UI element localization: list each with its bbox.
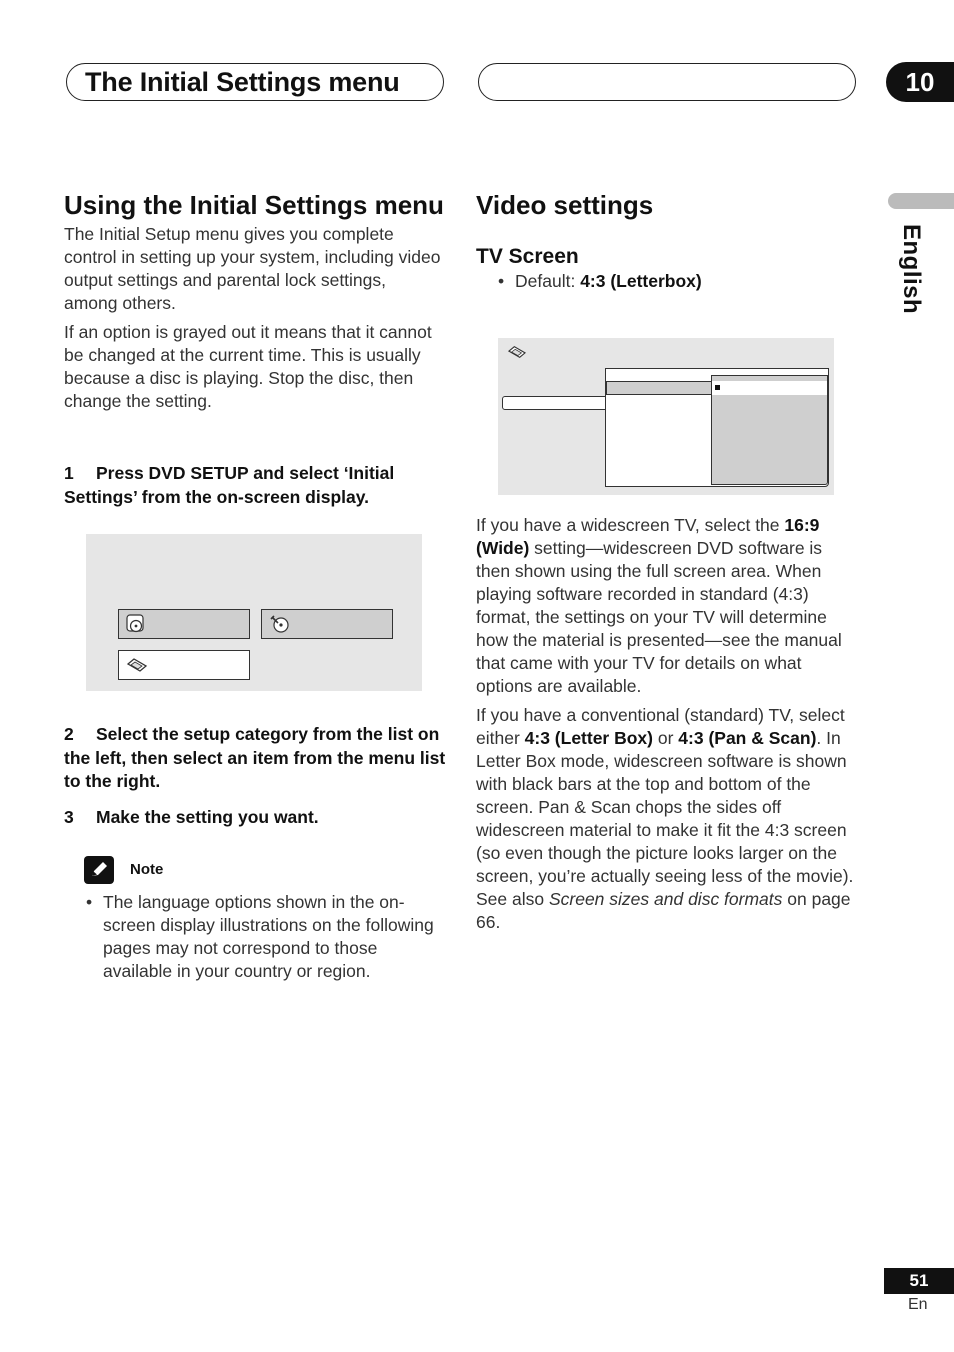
tv-screen-heading: TV Screen xyxy=(476,245,579,268)
right-para-2-a: If you have a conventional (standard) TV, select either xyxy=(476,705,845,748)
step-2-text: Select the setup category from the list on the left, then select an item from the menu list to the right. xyxy=(64,724,446,791)
category-item-selected[interactable] xyxy=(606,381,712,395)
pencil-note-icon xyxy=(84,856,114,884)
disc-settings-icon xyxy=(268,613,292,635)
left-para-2: If an option is grayed out it means that it cannot be changed at the current time. This is usually because a disc is playing. Stop the disc, then change the setting. xyxy=(64,322,432,411)
default-value: 4:3 (Letterbox) xyxy=(580,271,702,291)
step-1 xyxy=(64,462,444,509)
right-para-2-b: 4:3 (Letter Box) xyxy=(524,728,653,748)
right-column-top xyxy=(476,189,856,293)
right-para-2-g: on page 66. xyxy=(476,889,851,932)
option-item-selected[interactable] xyxy=(712,381,827,395)
side-tab-bar xyxy=(888,193,954,209)
video-settings-screen xyxy=(498,338,834,495)
right-para-1-c: setting—widescreen DVD software is then shown using the full screen area. When playing software recorded in standard (4:3) format, the settings on your TV will determine how the material is presented—see the manual that came with your TV for details on what options are available. xyxy=(476,538,842,696)
page-number: 51 xyxy=(884,1268,954,1294)
default-line: • Default: 4:3 (Letterbox) xyxy=(498,271,702,291)
menu-button-disc[interactable] xyxy=(118,609,250,639)
step-3-text: Make the setting you want. xyxy=(96,807,319,827)
note-body xyxy=(86,891,436,983)
chapter-badge: 10 xyxy=(886,62,954,102)
tape-icon xyxy=(125,656,149,674)
step-3-number: 3 xyxy=(64,807,74,827)
left-heading: Using the Initial Settings menu xyxy=(64,190,444,220)
cross-reference-link[interactable]: Screen sizes and disc formats xyxy=(548,889,783,909)
step-3 xyxy=(64,806,444,830)
default-label: Default: xyxy=(515,271,581,291)
menu-button-initial-settings[interactable] xyxy=(118,650,250,680)
right-heading: Video settings xyxy=(476,190,654,220)
page-language: En xyxy=(908,1296,928,1313)
step-2 xyxy=(64,723,448,794)
disc-icon xyxy=(125,613,147,635)
right-column-body xyxy=(476,514,858,934)
menu-button-disc-settings[interactable] xyxy=(261,609,393,639)
step-1-text: Press DVD SETUP and select ‘Initial Settings’ from the on-screen display. xyxy=(64,463,395,507)
note-label: Note xyxy=(130,861,164,878)
right-para-2-c: or xyxy=(653,728,679,748)
right-para-2-e: . In Letter Box mode, widescreen software is shown with black bars at the top and bottom of the screen. Pan & Scan chops the sides off widescreen material to make it fit the 4:3 screen (so even though the picture looks larger on the screen, you’re actually seeing less of the movie). See also xyxy=(476,728,854,909)
right-para-1 xyxy=(476,514,858,698)
right-para-2 xyxy=(476,704,858,934)
step-1-number: 1 xyxy=(64,463,74,483)
right-para-1-a: If you have a widescreen TV, select the xyxy=(476,515,785,535)
header-blank-pill xyxy=(478,63,856,101)
right-para-2-d: 4:3 (Pan & Scan) xyxy=(678,728,817,748)
step-2-number: 2 xyxy=(64,724,74,744)
header-title-pill xyxy=(66,63,444,101)
selection-marker-icon xyxy=(715,385,720,390)
left-para-1: The Initial Setup menu gives you complete control in setting up your system, including video output settings and parental lock settings, among others. xyxy=(64,224,441,313)
right-para-1-b: 16:9 (Wide) xyxy=(476,515,820,558)
note-item: • The language options shown in the on-screen display illustrations on the following pages may not correspond to those available in your country or region. xyxy=(86,891,436,983)
category-item-video[interactable] xyxy=(502,396,606,410)
header-title: The Initial Settings menu xyxy=(85,67,400,97)
side-tab-label: English xyxy=(898,224,925,315)
setup-menu-screen xyxy=(86,534,422,691)
left-column xyxy=(64,189,444,413)
tape-icon xyxy=(506,344,528,360)
